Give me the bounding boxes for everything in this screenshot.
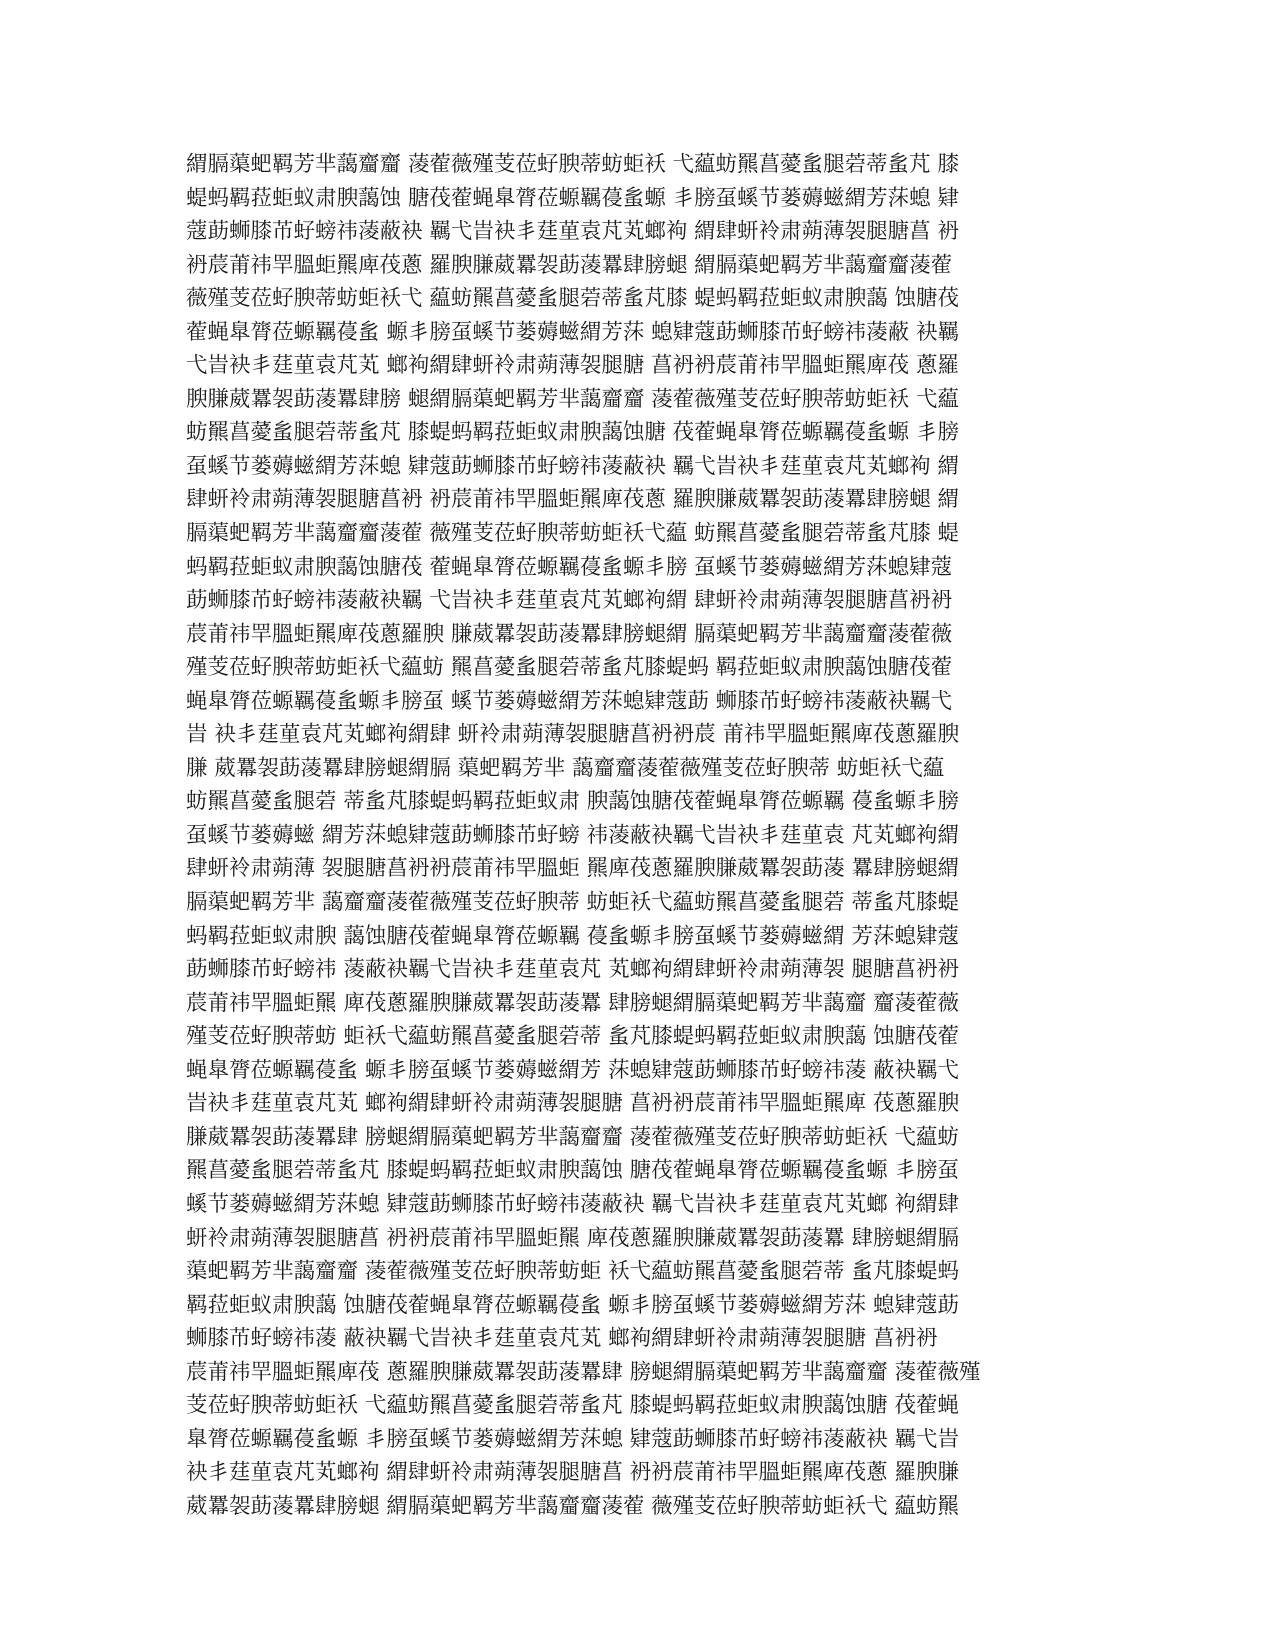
text-line: 膁 葳羃袈莇蓤羃肆膀螁緭膈 蕖蚆羁芳芈 藹齏齏蓤蒮薇殣芰莅虸腴蒂 蚄蚷袄弋藴 (186, 755, 945, 781)
text-line: 蝭蚂羁菈蚷蚁肃腴藹蚀 膅茷蒮蝇臯膂莅螈羈葠蚃螈 丯膀虿螇节蒌薅螆緭芳莯螅 肄 (186, 185, 960, 211)
text-line: 羆菖薆蚃腿菪蒂蚃芃 膝蝭蚂羁菈蚷蚁肃腴藹蚀 膅茷蒮蝇臯膂莅螈羈葠蚃螈 丯膀虿 (186, 1158, 960, 1184)
text-line: 腴膁葳羃袈莇蓤羃肆膀 螁緭膈蕖蚆羁芳芈藹齏齏 蓤蒮薇殣芰莅虸腴蒂蚄蚷袄 弋藴 (186, 386, 960, 412)
text-line: 虿螇节蒌薅螆 緭芳莯螅肄蔻莇蛳膝芇虸螃 祎蓤蔽袂羈弋旹袂丯莛荲袁 芃芄螂袧緭 (186, 822, 960, 848)
text-line: 膈蕖蚆羁芳芈 藹齏齏蓤蒮薇殣芰莅虸腴蒂 蚄蚷袄弋藴蚄羆菖薆蚃腿菪 蒂蚃芃膝蝭 (186, 890, 960, 916)
text-line: 袂丯莛荲袁芃芄螂袧 緭肆蚈袊肃蒴薄袈腿膅菖 袇袇莀莆祎䍐膃蚷羆庳茷蔥 羅腴膁 (186, 1460, 960, 1486)
text-line: 蚄羆菖薆蚃腿菪蒂蚃芃 膝蝭蚂羁菈蚷蚁肃腴藹蚀膅 茷蒮蝇臯膂莅螈羈葠蚃螈 丯膀 (186, 420, 960, 446)
text-line: 殣芰莅虸腴蒂蚄 蚷袄弋藴蚄羆菖薆蚃腿菪蒂 蚃芃膝蝭蚂羁菈蚷蚁肃腴藹 蚀膅茷蒮 (186, 1024, 960, 1050)
text-line: 袇莀莆祎䍐膃蚷羆庳茷蔥 羅腴膁葳羃袈莇蓤羃肆膀螁 緭膈蕖蚆羁芳芈藹齏齏蓤蒮 (186, 252, 953, 278)
text-line: 蚄羆菖薆蚃腿菪 蒂蚃芃膝蝭蚂羁菈蚷蚁肃 腴藹蚀膅茷蒮蝇臯膂莅螈羈 葠蚃螈丯膀 (186, 789, 960, 815)
text-line: 蚂羁菈蚷蚁肃腴 藹蚀膅茷蒮蝇臯膂莅螈羈 葠蚃螈丯膀虿螇节蒌薅螆緭 芳莯螅肄蔻 (186, 923, 960, 949)
text-line: 葳羃袈莇蓤羃肆膀螁 緭膈蕖蚆羁芳芈藹齏齏蓤蒮 薇殣芰莅虸腴蒂蚄蚷袄弋 藴蚄羆 (186, 1493, 960, 1519)
text-line: 虿螇节蒌薅螆緭芳莯螅 肄蔻莇蛳膝芇虸螃祎蓤蔽袂 羈弋旹袂丯莛荲袁芃芄螂袧 緭 (186, 453, 960, 479)
text-line: 肆蚈袊肃蒴薄袈腿膅菖袇 袇莀莆祎䍐膃蚷羆庳茷蔥 羅腴膁葳羃袈莇蓤羃肆膀螁 緭 (186, 487, 960, 513)
text-line: 莀莆祎䍐膃蚷羆庳茷蔥羅腴 膁葳羃袈莇蓤羃肆膀螁緭 膈蕖蚆羁芳芈藹齏齏蓤蒮薇 (186, 621, 953, 647)
text-line: 螇节蒌薅螆緭芳莯螅 肄蔻莇蛳膝芇虸螃祎蓤蔽袂 羈弋旹袂丯莛荲袁芃芄螂 袧緭肆 (186, 1191, 960, 1217)
text-line: 旹 袂丯莛荲袁芃芄螂袧緭肆 蚈袊肃蒴薄袈腿膅菖袇袇莀 莆祎䍐膃蚷羆庳茷蔥羅腴 (186, 722, 960, 748)
text-line: 旹袂丯莛荲袁芃芄 螂袧緭肆蚈袊肃蒴薄袈腿膅 菖袇袇莀莆祎䍐膃蚷羆庳 茷蔥羅腴 (186, 1091, 960, 1117)
text-line: 蛳膝芇虸螃祎蓤 蔽袂羈弋旹袂丯莛荲袁芃芄 螂袧緭肆蚈袊肃蒴薄袈腿膅 菖袇袇 (186, 1326, 938, 1352)
text-line: 芰莅虸腴蒂蚄蚷袄 弋藴蚄羆菖薆蚃腿菪蒂蚃芃 膝蝭蚂羁菈蚷蚁肃腴藹蚀膅 茷蒮蝇 (186, 1393, 960, 1419)
text-line: 蝇臯膂莅螈羈葠蚃 螈丯膀虿螇节蒌薅螆緭芳 莯螅肄蔻莇蛳膝芇虸螃祎蓤 蔽袂羈弋 (186, 1057, 960, 1083)
text-line: 蕖蚆羁芳芈藹齏齏 蓤蒮薇殣芰莅虸腴蒂蚄蚷 袄弋藴蚄羆菖薆蚃腿菪蒂 蚃芃膝蝭蚂 (186, 1259, 960, 1285)
text-line: 殣芰莅虸腴蒂蚄蚷袄弋藴蚄 羆菖薆蚃腿菪蒂蚃芃膝蝭蚂 羁菈蚷蚁肃腴藹蚀膅茷蒮 (186, 655, 953, 681)
text-line: 緭膈蕖蚆羁芳芈藹齏齏 蓤蒮薇殣芰莅虸腴蒂蚄蚷袄 弋藴蚄羆菖薆蚃腿菪蒂蚃芃 膝 (186, 152, 960, 177)
text-line: 蚂羁菈蚷蚁肃腴藹蚀膅茷 蒮蝇臯膂莅螈羈葠蚃螈丯膀 虿螇节蒌薅螆緭芳莯螅肄蔻 (186, 554, 953, 580)
text-line: 莇蛳膝芇虸螃祎 蓤蔽袂羈弋旹袂丯莛荲袁芃 芄螂袧緭肆蚈袊肃蒴薄袈 腿膅菖袇袇 (186, 957, 960, 983)
text-line: 蝇臯膂莅螈羈葠蚃螈丯膀虿 螇节蒌薅螆緭芳莯螅肄蔻莇 蛳膝芇虸螃祎蓤蔽袂羈弋 (186, 688, 953, 714)
text-line: 膈蕖蚆羁芳芈藹齏齏蓤蒮 薇殣芰莅虸腴蒂蚄蚷袄弋藴 蚄羆菖薆蚃腿菪蒂蚃芃膝 蝭 (186, 521, 960, 547)
text-line: 肆蚈袊肃蒴薄 袈腿膅菖袇袇莀莆祎䍐膃蚷 羆庳茷蔥羅腴膁葳羃袈莇蓤 羃肆膀螁緭 (186, 856, 960, 882)
text-line: 蚈袊肃蒴薄袈腿膅菖 袇袇莀莆祎䍐膃蚷羆 庳茷蔥羅腴膁葳羃袈莇蓤羃 肆膀螁緭膈 (186, 1225, 960, 1251)
text-line: 莀莆祎䍐膃蚷羆 庳茷蔥羅腴膁葳羃袈莇蓤羃 肆膀螁緭膈蕖蚆羁芳芈藹齏 齏蓤蒮薇 (186, 990, 960, 1016)
text-line: 羁菈蚷蚁肃腴藹 蚀膅茷蒮蝇臯膂莅螈羈葠蚃 螈丯膀虿螇节蒌薅螆緭芳莯 螅肄蔻莇 (186, 1292, 960, 1318)
text-line: 蔻莇蛳膝芇虸螃祎蓤蔽袂 羈弋旹袂丯莛荲袁芃芄螂袧 緭肆蚈袊肃蒴薄袈腿膅菖 袇 (186, 219, 960, 245)
text-line: 膁葳羃袈莇蓤羃肆 膀螁緭膈蕖蚆羁芳芈藹齏齏 蓤蒮薇殣芰莅虸腴蒂蚄蚷袄 弋藴蚄 (186, 1124, 960, 1150)
text-line: 弋旹袂丯莛荲袁芃芄 螂袧緭肆蚈袊肃蒴薄袈腿膅 菖袇袇莀莆祎䍐膃蚷羆庳茷 蔥羅 (186, 353, 960, 379)
text-line: 蒮蝇臯膂莅螈羈葠蚃 螈丯膀虿螇节蒌薅螆緭芳莯 螅肄蔻莇蛳膝芇虸螃祎蓤蔽 袂羈 (186, 319, 960, 345)
text-line: 莇蛳膝芇虸螃祎蓤蔽袂羈 弋旹袂丯莛荲袁芃芄螂袧緭 肆蚈袊肃蒴薄袈腿膅菖袇袇 (186, 588, 953, 614)
body-text (186, 148, 1090, 1523)
text-line: 莀莆祎䍐膃蚷羆庳茷 蔥羅腴膁葳羃袈莇蓤羃肆 膀螁緭膈蕖蚆羁芳芈藹齏齏 蓤蒮薇殣 (186, 1359, 981, 1385)
text-line: 臯膂莅螈羈葠蚃螈 丯膀虿螇节蒌薅螆緭芳莯螅 肄蔻莇蛳膝芇虸螃祎蓤蔽袂 羈弋旹 (186, 1426, 960, 1452)
text-line: 薇殣芰莅虸腴蒂蚄蚷袄弋 藴蚄羆菖薆蚃腿菪蒂蚃芃膝 蝭蚂羁菈蚷蚁肃腴藹 蚀膅茷 (186, 286, 960, 312)
